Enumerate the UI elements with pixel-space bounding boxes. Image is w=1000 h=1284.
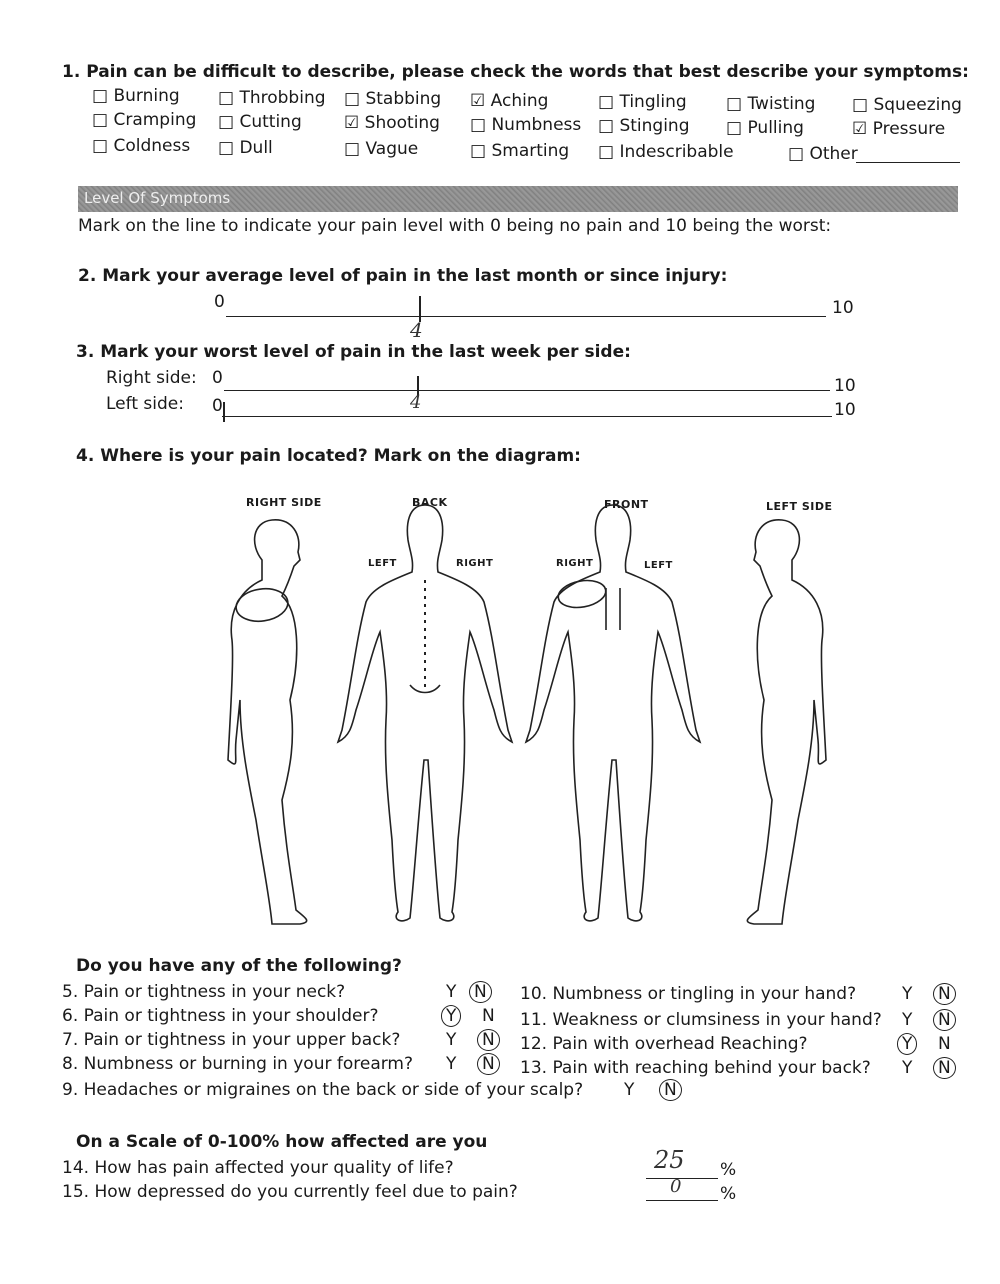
question-12-no-option[interactable]: N	[938, 1034, 951, 1054]
question-8-text: 8. Numbness or burning in your forearm?	[62, 1054, 414, 1074]
q15-text: 15. How depressed do you currently feel due to pain?	[62, 1182, 518, 1202]
checkbox-icon[interactable]: □	[726, 117, 748, 138]
checkbox-icon[interactable]: □	[218, 111, 240, 132]
symptom-label: Indescribable	[619, 142, 734, 162]
back-left-label: LEFT	[368, 558, 397, 569]
symptom-label: Squeezing	[873, 95, 962, 115]
q3-left-label: Left side:	[106, 394, 184, 414]
question-10-yes-option[interactable]: Y	[902, 984, 913, 1004]
front-left-label: LEFT	[644, 560, 673, 571]
question-9-yes-option[interactable]: Y	[624, 1080, 635, 1100]
checkbox-icon[interactable]: □	[92, 136, 114, 156]
pain-mark-front-shoulder	[556, 577, 608, 611]
figure-back	[338, 505, 512, 921]
question-6-yes-option[interactable]: Y	[441, 1005, 461, 1027]
q15-unit: %	[720, 1184, 737, 1204]
view-label-front: FRONT	[604, 498, 649, 511]
checked-box-icon[interactable]: ☑	[470, 90, 491, 111]
q15-blank-line	[646, 1200, 718, 1201]
question-5-text: 5. Pain or tightness in your neck?	[62, 982, 346, 1002]
q2-question: 2. Mark your average level of pain in the last month or since injury:	[78, 266, 728, 286]
symptom-label: Other	[809, 143, 858, 164]
symptom-label: Cramping	[113, 110, 197, 130]
q4-question: 4. Where is your pain located? Mark on the diagram:	[76, 446, 581, 466]
symptom-label: Smarting	[491, 140, 570, 161]
question-8-no-option[interactable]: N	[477, 1053, 500, 1075]
checkbox-icon[interactable]: □	[470, 140, 492, 161]
symptom-label: Stabbing	[365, 89, 442, 109]
level-header: Level Of Symptoms	[84, 189, 231, 207]
q14-text: 14. How has pain affected your quality of life?	[62, 1158, 454, 1178]
q14-unit: %	[720, 1160, 737, 1180]
symptom-label: Twisting	[747, 93, 816, 114]
back-right-label: RIGHT	[456, 558, 494, 569]
question-7-no-option[interactable]: N	[477, 1029, 500, 1051]
checkbox-icon[interactable]: □	[470, 114, 492, 135]
checkbox-icon[interactable]: □	[852, 95, 874, 115]
view-label-right-side: RIGHT SIDE	[246, 496, 322, 509]
question-12-text: 12. Pain with overhead Reaching?	[520, 1034, 808, 1054]
symptom-label: Pulling	[747, 117, 804, 138]
q1-question: 1. Pain can be difficult to describe, please check the words that best describe your symptoms:	[62, 62, 969, 82]
symptom-label: Stinging	[619, 116, 690, 136]
symptom-label: Numbness	[491, 114, 582, 135]
question-6-no-option[interactable]: N	[482, 1006, 495, 1026]
question-11-text: 11. Weakness or clumsiness in your hand?	[520, 1010, 882, 1030]
q2-max: 10	[832, 298, 854, 318]
checked-box-icon[interactable]: ☑	[852, 119, 873, 139]
checkbox-icon[interactable]: □	[344, 89, 366, 109]
checkbox-icon[interactable]: □	[344, 139, 366, 159]
q14-blank-line	[646, 1178, 718, 1179]
symptom-label: Shooting	[364, 113, 440, 133]
checkbox-icon[interactable]: □	[726, 93, 748, 114]
question-13-no-option[interactable]: N	[933, 1057, 956, 1079]
q15-value: 0	[670, 1176, 682, 1197]
question-13-yes-option[interactable]: Y	[902, 1058, 913, 1078]
symptom-label: Aching	[490, 90, 549, 111]
figure-left-side	[747, 520, 826, 924]
q3-right-label: Right side:	[106, 368, 197, 388]
symptom-label: Pressure	[872, 119, 946, 139]
symptom-label: Burning	[113, 86, 180, 106]
pain-mark-right-shoulder	[234, 586, 290, 625]
q3-question: 3. Mark your worst level of pain in the last week per side:	[76, 342, 631, 362]
q3-left-max: 10	[834, 400, 856, 420]
symptom-label: Tingling	[619, 92, 687, 112]
checkbox-icon[interactable]: □	[598, 92, 620, 112]
checked-box-icon[interactable]: ☑	[344, 113, 365, 133]
question-10-text: 10. Numbness or tingling in your hand?	[520, 984, 857, 1004]
checkbox-icon[interactable]: □	[598, 116, 620, 136]
figure-front	[526, 505, 700, 921]
question-5-no-option[interactable]: N	[469, 981, 492, 1003]
symptom-label: Coldness	[113, 136, 191, 156]
question-11-no-option[interactable]: N	[933, 1009, 956, 1031]
question-7-text: 7. Pain or tightness in your upper back?	[62, 1030, 401, 1050]
checkbox-icon[interactable]: □	[598, 142, 620, 162]
view-label-back: BACK	[412, 496, 448, 509]
checkbox-icon[interactable]: □	[218, 137, 240, 158]
symptom-label: Dull	[239, 137, 273, 158]
level-instructions: Mark on the line to indicate your pain level with 0 being no pain and 10 being the worst:	[78, 216, 832, 236]
front-right-label: RIGHT	[556, 558, 594, 569]
checkbox-icon[interactable]: □	[218, 87, 240, 108]
question-8-yes-option[interactable]: Y	[446, 1054, 457, 1074]
view-label-left-side: LEFT SIDE	[766, 500, 833, 513]
symptom-label: Throbbing	[239, 87, 326, 108]
question-9-text: 9. Headaches or migraines on the back or side of your scalp?	[62, 1080, 584, 1100]
q3-left-min: 0	[212, 396, 223, 416]
q3-left-handwritten-mark: 4	[410, 392, 422, 413]
question-11-yes-option[interactable]: Y	[902, 1010, 913, 1030]
question-13-text: 13. Pain with reaching behind your back?	[520, 1058, 871, 1078]
q2-min: 0	[214, 292, 225, 312]
checkbox-icon[interactable]: □	[788, 143, 810, 164]
scale-heading: On a Scale of 0-100% how affected are you	[76, 1132, 488, 1152]
following-heading: Do you have any of the following?	[76, 956, 402, 976]
question-10-no-option[interactable]: N	[933, 983, 956, 1005]
q3-right-min: 0	[212, 368, 223, 388]
question-6-text: 6. Pain or tightness in your shoulder?	[62, 1006, 379, 1026]
q2-handwritten-mark: 4	[410, 318, 423, 342]
symptom-label: Cutting	[239, 111, 302, 132]
checkbox-icon[interactable]: □	[92, 110, 114, 130]
q3-right-max: 10	[834, 376, 856, 396]
question-5-yes-option[interactable]: Y	[446, 982, 457, 1002]
question-9-no-option[interactable]: N	[659, 1079, 682, 1101]
question-12-yes-option[interactable]: Y	[897, 1033, 917, 1055]
figure-right-side	[228, 520, 307, 924]
symptom-label: Vague	[365, 139, 419, 159]
q14-value: 25	[654, 1146, 685, 1174]
checkbox-icon[interactable]: □	[92, 86, 114, 106]
question-7-yes-option[interactable]: Y	[446, 1030, 457, 1050]
